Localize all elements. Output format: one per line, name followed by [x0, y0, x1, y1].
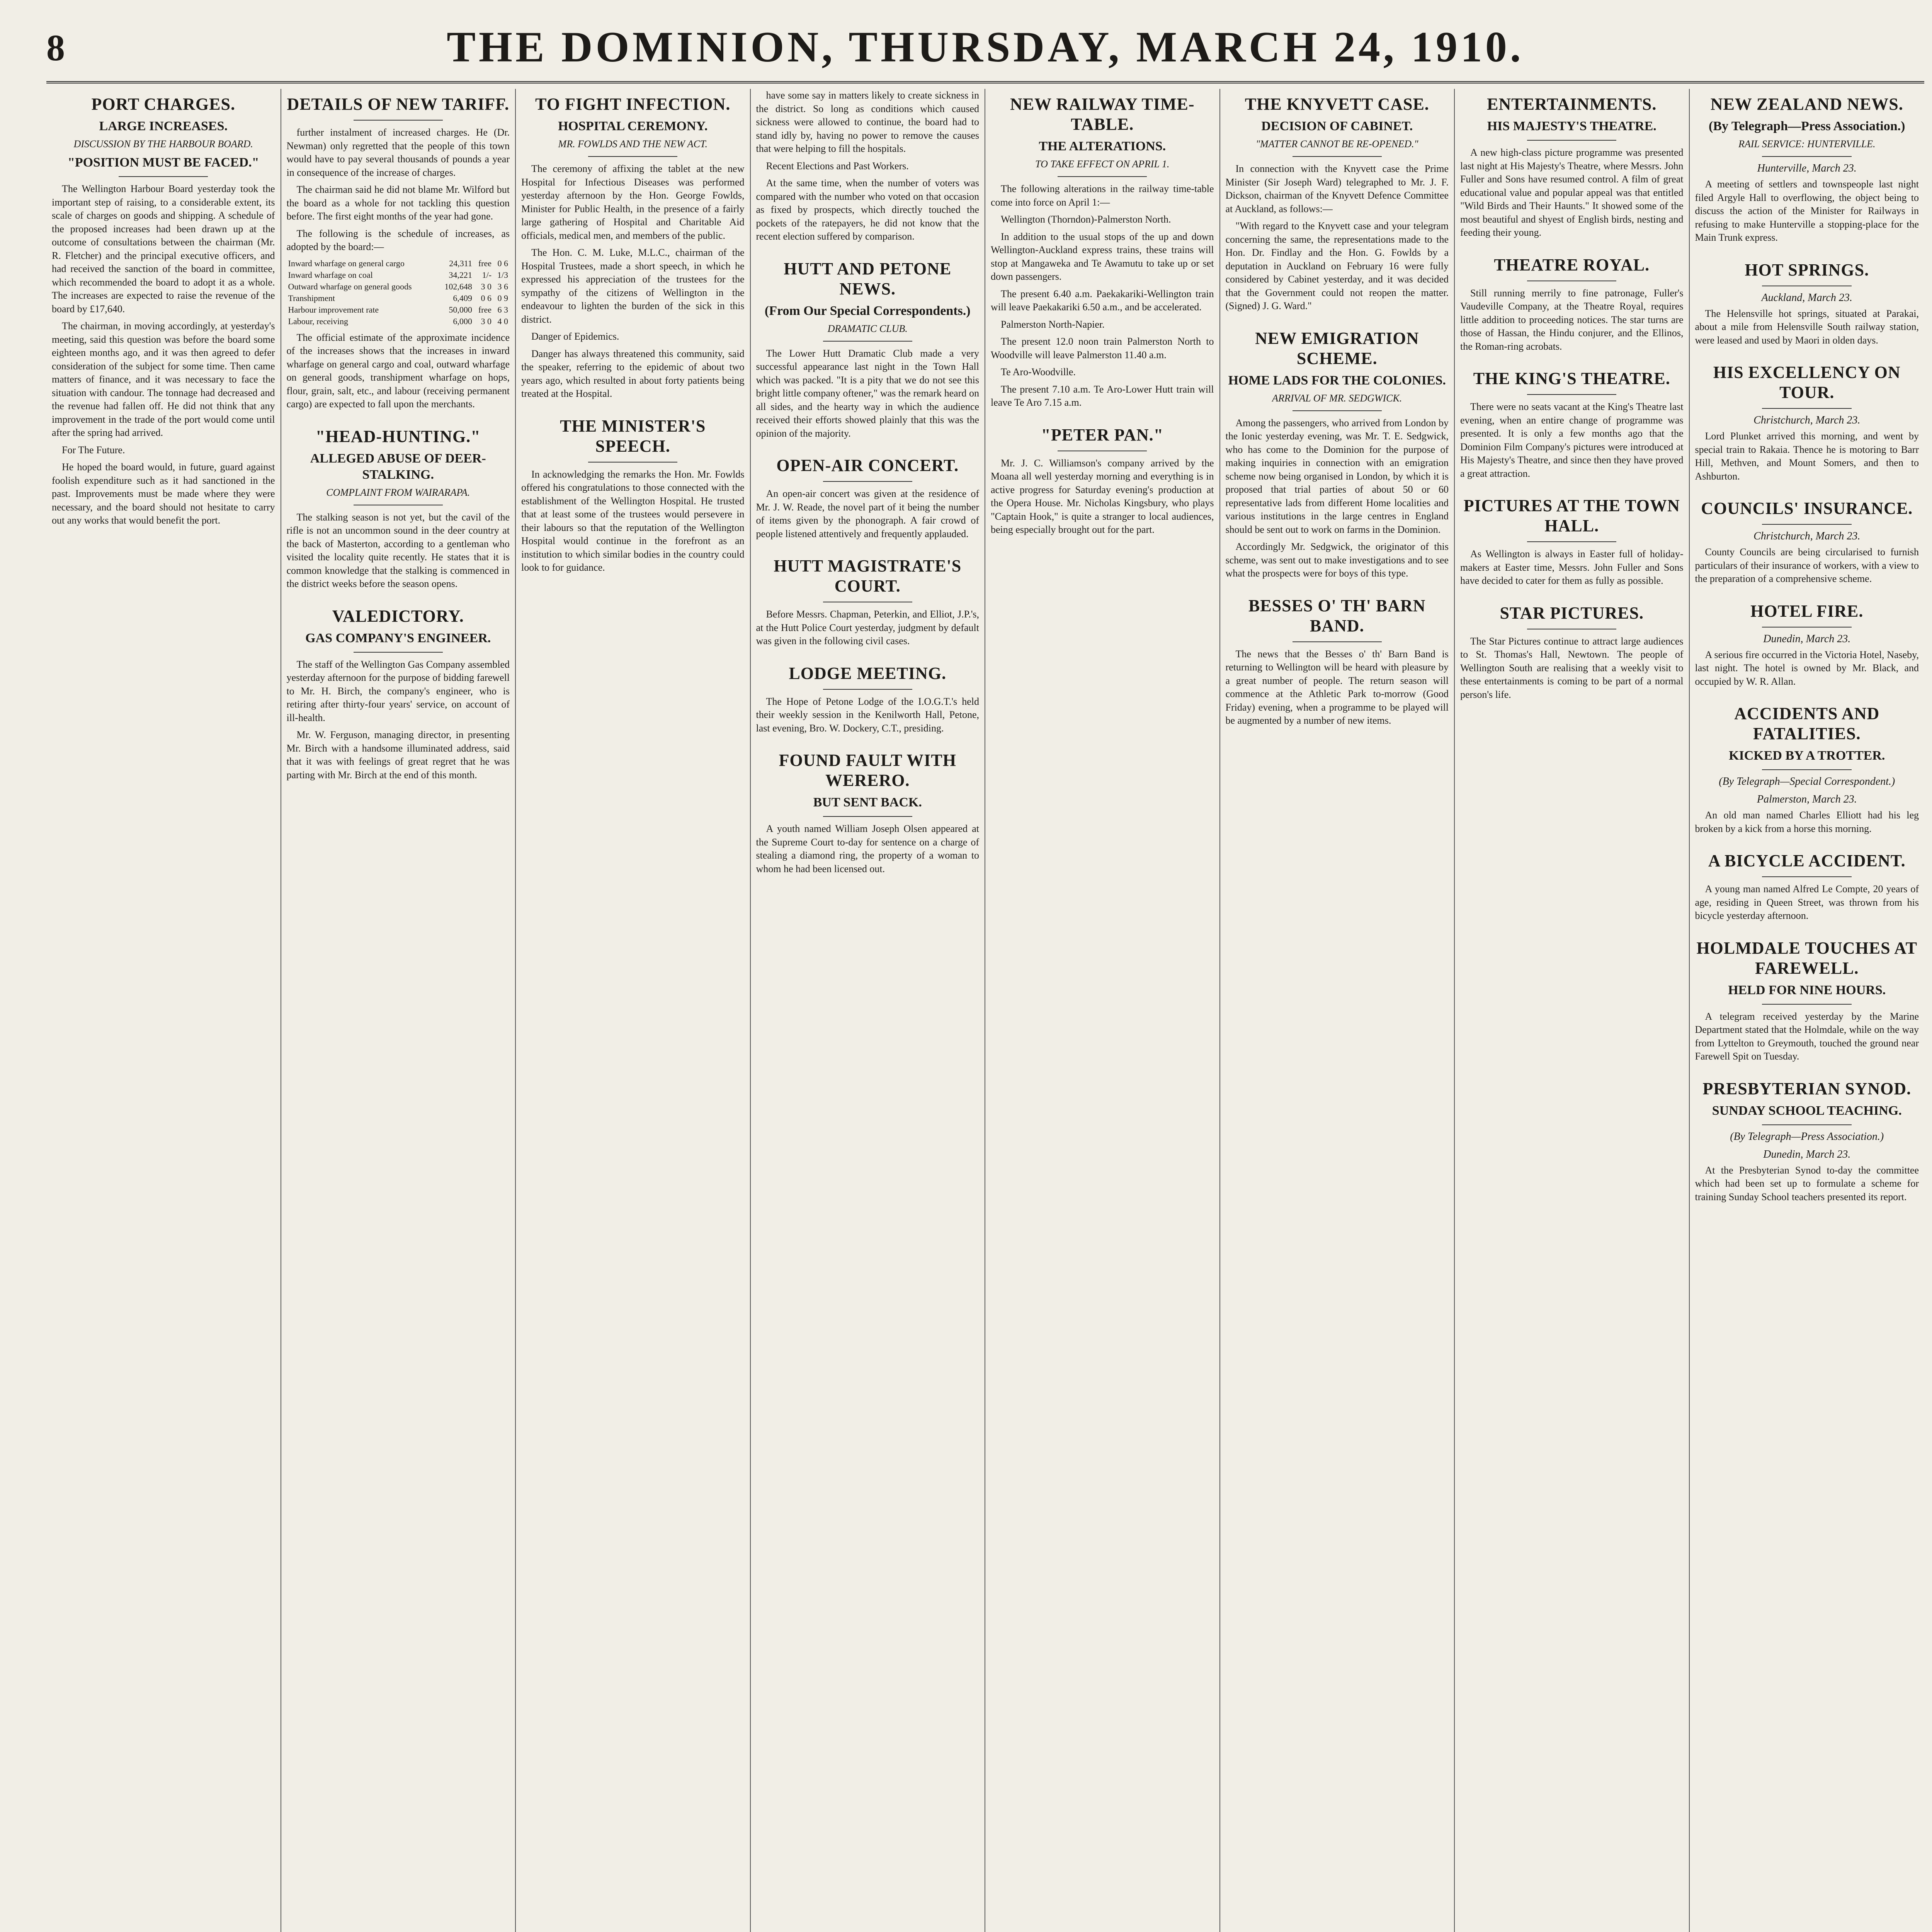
divider-rule	[354, 652, 443, 653]
column-1	[46, 89, 281, 1932]
masthead	[46, 15, 1924, 83]
article-heading: NEW EMIGRATION SCHEME.	[1255, 328, 1419, 368]
newspaper-title: THE DOMINION, THURSDAY, MARCH 24, 1910.	[447, 23, 1524, 71]
divider-rule	[1293, 410, 1382, 411]
column-7	[1455, 89, 1690, 1932]
article	[521, 416, 745, 575]
article-heading: HIS EXCELLENCY ON TOUR.	[1713, 363, 1901, 402]
paragraph: An open-air concert was given at the residence of Mr. J. W. Reade, the novel part of it being the number of items given by the phonograph. A fair crowd of people listened attentively and frequently applauded.	[756, 488, 979, 539]
table-cell: 6,000	[453, 316, 472, 326]
column-3	[516, 89, 751, 1932]
paragraph: The Star Pictures continue to attract large audiences to St. Thomas's Hall, Newtown. The people of Wellington South are realising that a weekly visit to these entertainments is coming to be part of a normal person's life.	[1460, 635, 1684, 700]
paragraph: The present 12.0 noon train Palmerston North to Woodville will leave Palmerston 11.40 a.m.	[991, 336, 1214, 361]
article-deck: RAIL SERVICE: HUNTERVILLE.	[1738, 138, 1876, 150]
divider-rule	[1527, 140, 1616, 141]
table-cell: Outward wharfage on general goods	[288, 281, 412, 291]
table-cell: Harbour improvement rate	[288, 304, 379, 315]
article	[756, 259, 980, 440]
paragraph: Danger of Epidemics.	[531, 331, 619, 342]
article-subheading: DECISION OF CABINET.	[1261, 119, 1413, 133]
article-deck: DRAMATIC CLUB.	[827, 323, 908, 334]
table-cell: 3 0	[481, 281, 492, 291]
divider-rule	[1762, 769, 1852, 770]
article-quote: "POSITION MUST BE FACED."	[67, 155, 259, 170]
article	[1695, 704, 1919, 835]
table-cell: Inward wharfage on coal	[288, 270, 373, 280]
article	[1695, 260, 1919, 347]
table-row	[287, 304, 510, 316]
paragraph-subhead: Hunterville, March 23.	[1757, 162, 1857, 174]
article-body	[756, 347, 980, 440]
article-deck: ARRIVAL OF MR. SEDGWICK.	[1272, 392, 1402, 404]
paragraph: At the Presbyterian Synod to-day the committee which had been set up to formulate a scheme for training Sunday School teachers presented its report.	[1695, 1164, 1919, 1202]
divider-rule	[823, 816, 912, 817]
article-body	[287, 126, 510, 411]
paragraph: A young man named Alfred Le Compte, 20 years of age, residing in Queen Street, was thrown from his bicycle yesterday afternoon.	[1695, 883, 1919, 921]
article-body	[1695, 1010, 1919, 1063]
article	[1695, 498, 1919, 586]
table-cell: 1/-	[482, 270, 492, 280]
article-body	[1226, 162, 1449, 313]
paragraph: The chairman, in moving accordingly, at yesterday's meeting, said this question was before the board some eighteen months ago, and it was then agreed to defer consideration of the subject for some time. Then came matters of finance, and it was necessary to face the situation with candour. The tonnage had decreased and the revenue had fallen off. He did not think that any improvement in the trade of the port would come until after the spring had arrived.	[52, 320, 275, 438]
article-subheading: (From Our Special Correspondents.)	[764, 303, 971, 318]
divider-rule	[823, 481, 912, 482]
paragraph: Mr. W. Ferguson, managing director, in presenting Mr. Birch with a handsome illuminated address, said that it was with feelings of great regret that he was parting with Mr. Birch at the end of this month.	[286, 729, 510, 781]
divider-rule	[1762, 876, 1852, 877]
article-body	[1226, 417, 1449, 580]
paragraph: The Wellington Harbour Board yesterday took the important step of raising, to a considerable extent, its scale of charges on goods and shipping. A schedule of the proposed increases had been drawn up at the outcome of consultations between the chairman (Mr. R. Fletcher) and the principal executive officers, and had received the sanction of the board in committee, which recommended the board to adopt it as a whole. The increases are expected to raise the revenue of the board by £17,640.	[52, 183, 275, 315]
article	[52, 94, 275, 527]
article	[1695, 851, 1919, 923]
table-cell: 34,221	[449, 270, 472, 280]
article	[1226, 596, 1449, 728]
divider-rule	[1527, 394, 1616, 395]
paragraph-subhead: (By Telegraph—Special Correspondent.)	[1719, 776, 1895, 787]
article	[1460, 255, 1684, 354]
paragraph: A telegram received yesterday by the Marine Department stated that the Holmdale, while on the way from Lyttelton to Greymouth, touched the ground near Farewell Spit on Tuesday.	[1695, 1010, 1919, 1062]
article-body	[756, 89, 980, 243]
article	[756, 456, 980, 541]
column-2	[281, 89, 516, 1932]
article-heading: TO FIGHT INFECTION.	[535, 95, 731, 114]
paragraph-subhead: Christchurch, March 23.	[1753, 414, 1861, 426]
article-heading: "PETER PAN."	[1041, 425, 1164, 444]
article-heading: THE MINISTER'S SPEECH.	[560, 416, 706, 456]
article-body	[991, 182, 1214, 410]
article-subheading: KICKED BY A TROTTER.	[1729, 748, 1885, 763]
article-heading: PICTURES AT THE TOWN HALL.	[1463, 496, 1680, 535]
article-heading: OPEN-AIR CONCERT.	[776, 456, 959, 475]
article-heading: LODGE MEETING.	[789, 663, 947, 683]
page-number: 8	[46, 27, 65, 68]
divider-rule	[1762, 524, 1852, 525]
paragraph: County Councils are being circularised to furnish particulars of their insurance of workers, with a view to the preparation of a comprehensive scheme.	[1695, 546, 1919, 584]
article-subheading: BUT SENT BACK.	[813, 795, 922, 810]
article-subheading: LARGE INCREASES.	[99, 119, 228, 133]
article-body	[1460, 400, 1684, 480]
table-cell: 6,409	[453, 293, 472, 303]
paragraph-subhead: Christchurch, March 23.	[1753, 530, 1861, 542]
article-deck: "MATTER CANNOT BE RE-OPENED."	[1256, 138, 1418, 150]
article-body	[1695, 162, 1919, 245]
divider-rule	[1058, 176, 1147, 177]
paragraph: A youth named William Joseph Olsen appeared at the Supreme Court to-day for sentence on a charge of stealing a diamond ring, the property of a woman to whom he had been licensed out.	[756, 823, 979, 874]
article-body	[1695, 530, 1919, 586]
article-heading: THE KNYVETT CASE.	[1245, 95, 1429, 114]
article-heading: COUNCILS' INSURANCE.	[1701, 499, 1913, 518]
paragraph: The following alterations in the railway time-table come into force on April 1:—	[991, 183, 1214, 208]
article	[1460, 94, 1684, 240]
article-body	[521, 468, 745, 575]
article	[1460, 369, 1684, 480]
column-5	[985, 89, 1220, 1932]
divider-rule	[1762, 1124, 1852, 1125]
table-cell: Transhipment	[288, 293, 335, 303]
article-subheading: HELD FOR NINE HOURS.	[1728, 983, 1886, 997]
article-heading: HUTT AND PETONE NEWS.	[784, 259, 952, 298]
article-subheading: THE ALTERATIONS.	[1039, 139, 1166, 153]
divider-rule	[588, 156, 677, 157]
article	[1695, 601, 1919, 689]
article-subheading: HIS MAJESTY'S THEATRE.	[1487, 119, 1656, 133]
article-heading: HUTT MAGISTRATE'S COURT.	[774, 556, 962, 595]
divider-rule	[823, 341, 912, 342]
paragraph: In addition to the usual stops of the up and down Wellington-Auckland express trains, these trains will stop at Mangaweka and Te Awamutu to take up or set down passengers.	[991, 231, 1214, 282]
table-cell: 0 6	[481, 293, 492, 303]
paragraph: The Helensville hot springs, situated at Parakai, about a mile from Helensville South railway station, were leased and used by Maori in olden days.	[1695, 308, 1919, 346]
article-body	[756, 822, 980, 876]
table-cell: 1/3	[497, 270, 508, 280]
table-cell: 3 6	[497, 281, 508, 291]
divider-rule	[1762, 1004, 1852, 1005]
table-cell: Inward wharfage on general cargo	[288, 258, 405, 268]
article	[991, 425, 1214, 537]
paragraph: Recent Elections and Past Workers.	[766, 160, 909, 172]
paragraph: An old man named Charles Elliott had his leg broken by a kick from a horse this morning.	[1695, 810, 1919, 834]
table-row	[287, 269, 510, 281]
paragraph: Lord Plunket arrived this morning, and went by special train to Rakaia. Thence he is motoring to Barr Hill, Methven, and Mount Somers, and then to Ashburton.	[1695, 430, 1919, 482]
divider-rule	[588, 462, 677, 463]
paragraph: The present 6.40 a.m. Paekakariki-Wellington train will leave Paekakariki 6.50 a.m., and be accelerated.	[991, 288, 1214, 313]
article-body	[521, 162, 745, 401]
paragraph: There were no seats vacant at the King's Theatre last evening, when an entire change of programme was presented. It is only a few months ago that the Dominion Film Company's pictures were introduced at His Majesty's Theatre, and since then they have proved a great attraction.	[1460, 401, 1684, 479]
paragraph: In connection with the Knyvett case the Prime Minister (Sir Joseph Ward) telegraphed to Mr. J. F. Dickson, chairman of the Knyvett Defence Committee at Auckland, as follows:—	[1225, 163, 1449, 214]
paragraph: The staff of the Wellington Gas Company assembled yesterday afternoon for the purpose of bidding farewell to Mr. H. Birch, the company's engineer, who is retiring after thirty-four years' service, on account of ill-health.	[286, 658, 510, 723]
divider-rule	[354, 120, 443, 121]
paragraph: The present 7.10 a.m. Te Aro-Lower Hutt train will leave Te Aro 7.15 a.m.	[991, 383, 1214, 408]
article-heading: "HEAD-HUNTING."	[315, 427, 481, 446]
paragraph: The chairman said he did not blame Mr. Wilford but the board as a whole for not tackling this question before. The first eight months of the year had gone.	[286, 184, 510, 222]
table-row	[287, 293, 510, 304]
article-body	[1460, 146, 1684, 240]
paragraph: Palmerston North-Napier.	[1001, 318, 1105, 330]
paragraph: The stalking season is not yet, but the cavil of the rifle is not an uncommon sound in the deer country at the back of Masterton, according to a gentleman who visited the locality quite recently. He states that it is common knowledge that the stalking is commenced in the district weeks before the season opens.	[286, 511, 510, 589]
article	[1695, 362, 1919, 483]
table-cell: free	[478, 258, 492, 268]
article	[521, 94, 745, 401]
article-body	[756, 695, 980, 735]
article-body	[1695, 414, 1919, 483]
article-deck: DISCUSSION BY THE HARBOUR BOARD.	[73, 138, 253, 150]
table-row	[287, 281, 510, 293]
paragraph: The ceremony of affixing the tablet at the new Hospital for Infectious Diseases was performed yesterday afternoon by the Hon. George Fowlds, Minister for Public Health, in the presence of a fairly large gathering of Hospital and Charitable Aid officials, medical men, and members of the public.	[521, 163, 745, 241]
article-subheading: (By Telegraph—Press Association.)	[1709, 119, 1905, 133]
tariff-table	[287, 258, 510, 327]
table-cell: 4 0	[497, 316, 508, 326]
article-heading: STAR PICTURES.	[1500, 603, 1644, 622]
column-4	[751, 89, 986, 1932]
paragraph: "With regard to the Knyvett case and your telegram concerning the same, the representations made to the Hon. Dr. Findlay and the Hon. G. Fowlds by a deputation in Auckland on February 16 were fully considered by Cabinet yesterday, and it was decided that the Government could not reopen the matter. (Signed) J. G. Ward."	[1225, 220, 1449, 311]
divider-rule	[1762, 156, 1852, 157]
divider-rule	[1762, 627, 1852, 628]
table-cell: Labour, receiving	[288, 316, 348, 326]
table-cell: 6 3	[497, 304, 508, 315]
article-deck: TO TAKE EFFECT ON APRIL 1.	[1035, 158, 1170, 170]
column-8	[1690, 89, 1925, 1932]
article-heading: FOUND FAULT WITH WERERO.	[779, 751, 956, 790]
article	[1695, 94, 1919, 245]
article-heading: THE KING'S THEATRE.	[1473, 369, 1670, 388]
article-body	[1695, 883, 1919, 923]
article-body	[1460, 287, 1684, 354]
article-body	[1226, 648, 1449, 728]
divider-rule	[1293, 156, 1382, 157]
article-subheading: SUNDAY SCHOOL TEACHING.	[1712, 1103, 1902, 1118]
paragraph: For The Future.	[62, 444, 125, 456]
article	[287, 606, 510, 782]
paragraph: The news that the Besses o' th' Barn Band is returning to Wellington will be heard with pleasure by a great number of people. The return season will commence at the Athletic Park to-morrow (Good Friday) evening, when a programme to be played will be augmented by a number of new items.	[1225, 648, 1449, 726]
article-body	[1695, 1131, 1919, 1204]
article-heading: DETAILS OF NEW TARIFF.	[287, 95, 509, 114]
article-body	[287, 511, 510, 591]
paragraph: Still running merrily to fine patronage, Fuller's Vaudeville Company, at the Theatre Royal, requires little addition to proceeding notices. The star turns are those of Hassan, the Hindu conjurer, and the Ellinos, the Roman-ring acrobats.	[1460, 287, 1684, 352]
article-heading: PORT CHARGES.	[91, 95, 235, 114]
article	[1226, 94, 1449, 313]
paragraph: Wellington (Thorndon)-Palmerston North.	[1001, 214, 1171, 225]
article-subheading: ALLEGED ABUSE OF DEER-STALKING.	[310, 451, 486, 482]
paragraph-subhead: Palmerston, March 23.	[1757, 793, 1857, 805]
article	[1695, 1079, 1919, 1204]
article	[756, 663, 980, 735]
table-cell: 24,311	[449, 258, 472, 268]
paragraph: He hoped the board would, in future, guard against foolish expenditure such as it had sanctioned in the past. Improvements must be made where they were necessary, and the board should not hesitate to carry out any works that would benefit the port.	[52, 461, 275, 526]
article-subheading: HOSPITAL CEREMONY.	[558, 119, 708, 133]
paragraph-subhead: (By Telegraph—Press Association.)	[1730, 1130, 1884, 1143]
article-body	[991, 457, 1214, 537]
article-heading: HOTEL FIRE.	[1750, 601, 1864, 621]
article-heading: PRESBYTERIAN SYNOD.	[1702, 1079, 1912, 1098]
divider-rule	[1293, 641, 1382, 642]
table-cell: 0 6	[497, 258, 508, 268]
article-heading: BESSES O' TH' BARN BAND.	[1248, 596, 1426, 635]
columns-container	[46, 89, 1924, 1932]
paragraph: A meeting of settlers and townspeople last night filed Argyle Hall to overflowing, the object being to discuss the action of the Minister for Railways in refusing to make Hunterville a stopping-place for the Main Trunk express.	[1695, 179, 1919, 243]
paragraph-subhead: Dunedin, March 23.	[1763, 1148, 1851, 1160]
paragraph: Te Aro-Woodville.	[1001, 366, 1076, 378]
divider-rule	[1527, 541, 1616, 542]
paragraph: have some say in matters likely to create sickness in the district. So long as conditions which caused sickness were allowed to continue, the board had to stand idly by, having no power to remove the causes that were helping to fill the hospitals.	[756, 90, 979, 154]
paragraph: In acknowledging the remarks the Hon. Mr. Fowlds offered his congratulations to those connected with the establishment of the Wellington Hospital. He trusted that at least some of the trustees would persevere in their labours so that the reputation of the Wellington Hospital would continue in the forefront as an institution to which similar bodies in the country could look to for guidance.	[521, 468, 745, 573]
article-subheading: GAS COMPANY'S ENGINEER.	[305, 631, 491, 645]
article-body	[1460, 548, 1684, 588]
table-cell: 0 9	[497, 293, 508, 303]
article-body	[287, 658, 510, 782]
paragraph: At the same time, when the number of voters was compared with the number who voted on that occasion as fixed by prospects, which directly touched the pockets of the ratepayers, he did not know that the recent election suffered by comparison.	[756, 177, 979, 242]
article	[1460, 603, 1684, 702]
paragraph: Mr. J. C. Williamson's company arrived by the Moana all well yesterday morning and everything is in active progress for Saturday evening's production at the Opera House. Mr. Nicholas Kingsbury, who plays "Captain Hook," is quite a stranger to local audiences, being especially brought out for the part.	[991, 457, 1214, 535]
article	[756, 556, 980, 648]
paragraph: The following is the schedule of increases, as adopted by the board:—	[286, 228, 510, 252]
paragraph: The Hope of Petone Lodge of the I.O.G.T.'s held their weekly session in the Kenilworth Hall, Petone, last evening, Bro. W. Dockery, C.T., presiding.	[756, 696, 979, 734]
article	[756, 89, 980, 243]
paragraph: Among the passengers, who arrived from London by the Ionic yesterday evening, was Mr. T. E. Sedgwick, who has come to the Dominion for the purpose of making inquiries in connection with an emigration scheme now being organised in London, by which it is proposed that trial parties of about 50 or 60 representative lads from different Home localities and various institutions in the large centres in England should be sent out to work on farms in the Dominion.	[1225, 417, 1449, 535]
article	[991, 94, 1214, 410]
article	[756, 750, 980, 876]
article-body	[1695, 776, 1919, 835]
article-body	[1695, 292, 1919, 347]
paragraph: A serious fire occurred in the Victoria Hotel, Naseby, last night. The hotel is owned by Mr. Black, and occupied by W. R. Allan.	[1695, 649, 1919, 687]
article-heading: ENTERTAINMENTS.	[1487, 95, 1657, 114]
table-row	[287, 258, 510, 269]
paragraph: A new high-class picture programme was presented last night at His Majesty's Theatre, where Messrs. John Fuller and Sons have resumed control. A film of great educational value and popular appeal was that entitled "Wild Birds and Their Haunts." It showed some of the most beautiful and shyest of English birds, nesting and feeding their young.	[1460, 147, 1684, 238]
paragraph: Before Messrs. Chapman, Peterkin, and Elliot, J.P.'s, at the Hutt Police Court yesterday, judgment by default was given in the following civil cases.	[756, 609, 979, 646]
article-deck: COMPLAINT FROM WAIRARAPA.	[326, 486, 470, 498]
paragraph-subhead: Dunedin, March 23.	[1763, 633, 1851, 645]
article-body	[52, 182, 275, 527]
paragraph-subhead: Auckland, March 23.	[1761, 291, 1852, 304]
article-body	[756, 608, 980, 648]
article-body	[756, 487, 980, 541]
article-deck: MR. FOWLDS AND THE NEW ACT.	[558, 138, 707, 150]
article-subheading: HOME LADS FOR THE COLONIES.	[1228, 373, 1446, 388]
table-cell: 102,648	[444, 281, 472, 291]
article	[1695, 938, 1919, 1063]
table-row	[287, 316, 510, 327]
article-heading: HOLMDALE TOUCHES AT FAREWELL.	[1696, 938, 1918, 978]
article-heading: VALEDICTORY.	[332, 606, 464, 626]
paragraph: The Hon. C. M. Luke, M.L.C., chairman of the Hospital Trustees, made a short speech, in which he expressed his appreciation of the trustees for the sympathy of the citizens of Wellington in the endeavour to lighten the burden of the sick in this district.	[521, 247, 745, 325]
paragraph: As Wellington is always in Easter full of holiday-makers at Easter time, Messrs. John Fuller and Sons have decided to cater for them as fully as possible.	[1460, 548, 1684, 586]
article-heading: HOT SPRINGS.	[1745, 260, 1869, 279]
table-cell: 3 0	[481, 316, 492, 326]
article	[1226, 328, 1449, 580]
divider-rule	[823, 689, 912, 690]
article-heading: A BICYCLE ACCIDENT.	[1708, 851, 1906, 870]
paragraph: The official estimate of the approximate incidence of the increases shows that the increases in inward wharfage on general cargo and coal, outward wharfage on general goods, transhipment wharfage on hops, flour, grain, salt, etc., and labour (receiving permanent cargo) are expected to fall upon the merchants.	[286, 332, 510, 410]
article-heading: ACCIDENTS AND FATALITIES.	[1734, 704, 1880, 743]
paragraph: Danger has always threatened this community, said the speaker, referring to the epidemic of about two years ago, which resulted in about forty patients being treated at the Hospital.	[521, 348, 745, 399]
paragraph: further instalment of increased charges. He (Dr. Newman) only regretted that the people of this town would have to pay several thousands of pounds a year in consequence of the increase of charges.	[286, 127, 510, 178]
article	[287, 94, 510, 411]
article	[1460, 496, 1684, 588]
article-heading: THEATRE ROYAL.	[1494, 255, 1650, 274]
divider-rule	[119, 176, 208, 177]
article-body	[1695, 633, 1919, 689]
table-cell: 50,000	[449, 304, 472, 315]
article-heading: NEW ZEALAND NEWS.	[1710, 95, 1903, 114]
paragraph: Accordingly Mr. Sedgwick, the originator of this scheme, was sent out to make investigations and to see what the prospects were for boys of this type.	[1225, 541, 1449, 579]
paragraph: The Lower Hutt Dramatic Club made a very successful appearance last night in the Town Hall which was packed. "It is a pity that we do not see this bright little company oftener," was the remark heard on all sides, and the hearty way in which the audience received their efforts showed plainly that this was the opinion of the majority.	[756, 347, 979, 439]
article	[287, 427, 510, 591]
table-cell: free	[478, 304, 492, 315]
divider-rule	[1762, 408, 1852, 409]
article-body	[1460, 635, 1684, 702]
column-6	[1220, 89, 1455, 1932]
article-heading: NEW RAILWAY TIME-TABLE.	[1010, 95, 1195, 134]
